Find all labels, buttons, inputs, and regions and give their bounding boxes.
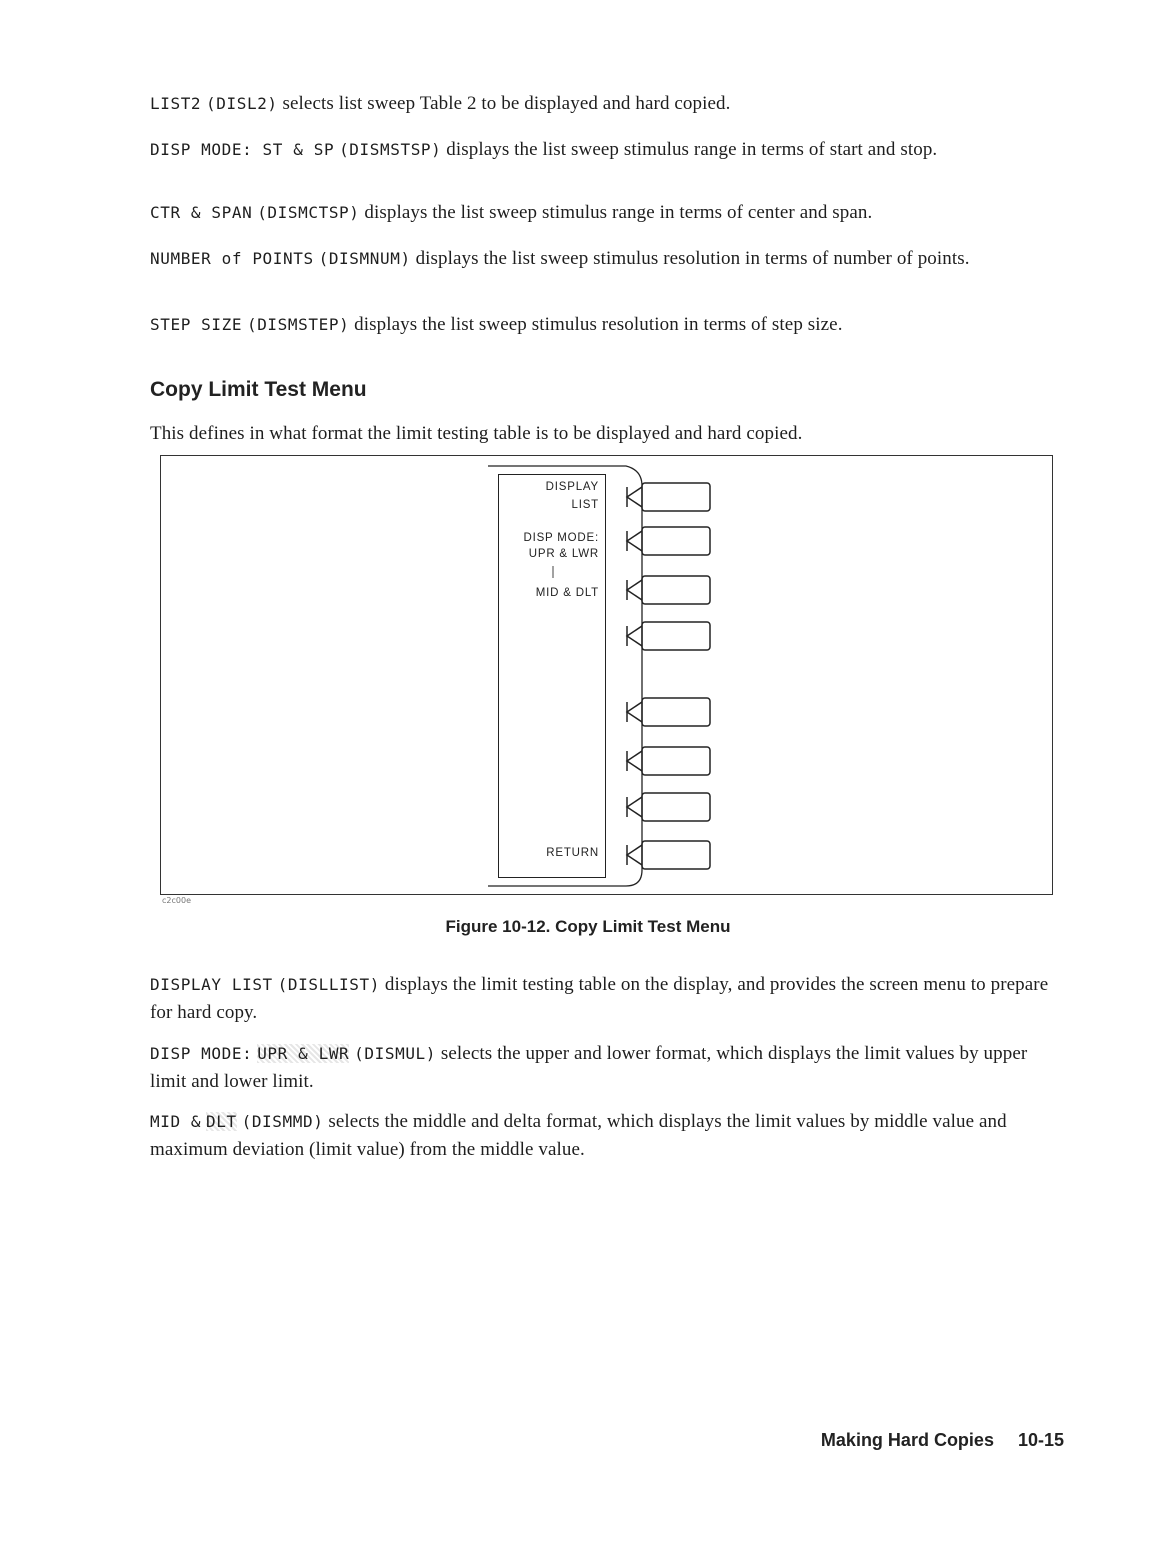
softkey-number-of-points: NUMBER of POINTS (150, 249, 314, 268)
figure-caption: Figure 10-12. Copy Limit Test Menu (445, 917, 731, 936)
section-intro: This defines in what format the limit testing table is to be displayed and hard copied. (150, 423, 803, 444)
figure-code: c2c00e (162, 896, 191, 905)
paragraph-text: displays the list sweep stimulus range in terms of center and span. (364, 202, 873, 223)
section-title: Copy Limit Test Menu (150, 378, 367, 401)
menu-label-disp-mode: DISP MODE: (523, 532, 599, 544)
menu-label-mid-dlt: MID & DLT (535, 587, 599, 599)
paragraph-text: selects list sweep Table 2 to be displayed and hard copied. (282, 93, 731, 114)
figure-frame (160, 455, 1053, 895)
command-dismctsp: (DISMCTSP) (257, 203, 360, 222)
menu-label-upr-lwr: UPR & LWR (528, 548, 599, 560)
command-dismnum: (DISMNUM) (318, 249, 411, 268)
menu-label-display: DISPLAY (545, 481, 599, 493)
softkey-dlt: DLT (206, 1112, 237, 1131)
softkey-disp-mode-st-sp: DISP MODE: ST & SP (150, 140, 335, 159)
softkey-step-size: STEP SIZE (150, 315, 243, 334)
menu-label-list: LIST (571, 499, 599, 511)
paragraph-number-of-points (150, 245, 1060, 273)
command-disllist: (DISLLIST) (277, 975, 380, 994)
paragraph-text: selects the upper and lower format, which displays the limit values by upper limit and lower limit. (150, 1043, 1028, 1092)
menu-label-return: RETURN (546, 847, 599, 859)
paragraph-text: displays the list sweep stimulus range in terms of start and stop. (446, 139, 938, 160)
softkey-menu-panel (498, 474, 606, 878)
footer-chapter: Making Hard Copies (820, 1430, 994, 1450)
command-dismmd: (DISMMD) (241, 1112, 324, 1131)
page-footer (821, 1430, 1064, 1451)
softkey-mid: MID & (150, 1112, 202, 1131)
paragraph-display-list (150, 971, 1060, 1027)
footer-page-number: 10-15 (1017, 1430, 1064, 1450)
command-dismstep: (DISMSTEP) (246, 315, 350, 334)
softkey-ctr-span: CTR & SPAN (150, 203, 253, 222)
softkey-disp-mode: DISP MODE: (150, 1044, 253, 1063)
paragraph-disp-mode-st-sp (150, 136, 1060, 164)
softkey-list2: LIST2 (150, 94, 202, 113)
paragraph-text: displays the limit testing table on the display, and provides the screen menu to prepare for hard copy. (150, 974, 1049, 1023)
paragraph-ctr-span (150, 199, 1060, 227)
paragraph-text: selects the middle and delta format, which displays the limit values by middle value and maximum deviation (limit value) from the middle value. (150, 1111, 1007, 1160)
command-dismstsp: (DISMSTSP) (339, 140, 442, 159)
command-disl2: (DISL2) (206, 94, 278, 113)
paragraph-mid-dlt (150, 1108, 1060, 1164)
paragraph-disp-mode-upr-lwr (150, 1040, 1060, 1096)
paragraph-list2 (150, 90, 1060, 118)
paragraph-step-size (150, 311, 1060, 339)
command-dismul: (DISMUL) (354, 1044, 437, 1063)
paragraph-text: displays the list sweep stimulus resolution in terms of step size. (354, 314, 843, 335)
softkey-display-list: DISPLAY LIST (150, 975, 273, 994)
paragraph-text: displays the list sweep stimulus resolution in terms of number of points. (415, 248, 970, 269)
softkey-upr-lwr: UPR & LWR (257, 1044, 350, 1063)
